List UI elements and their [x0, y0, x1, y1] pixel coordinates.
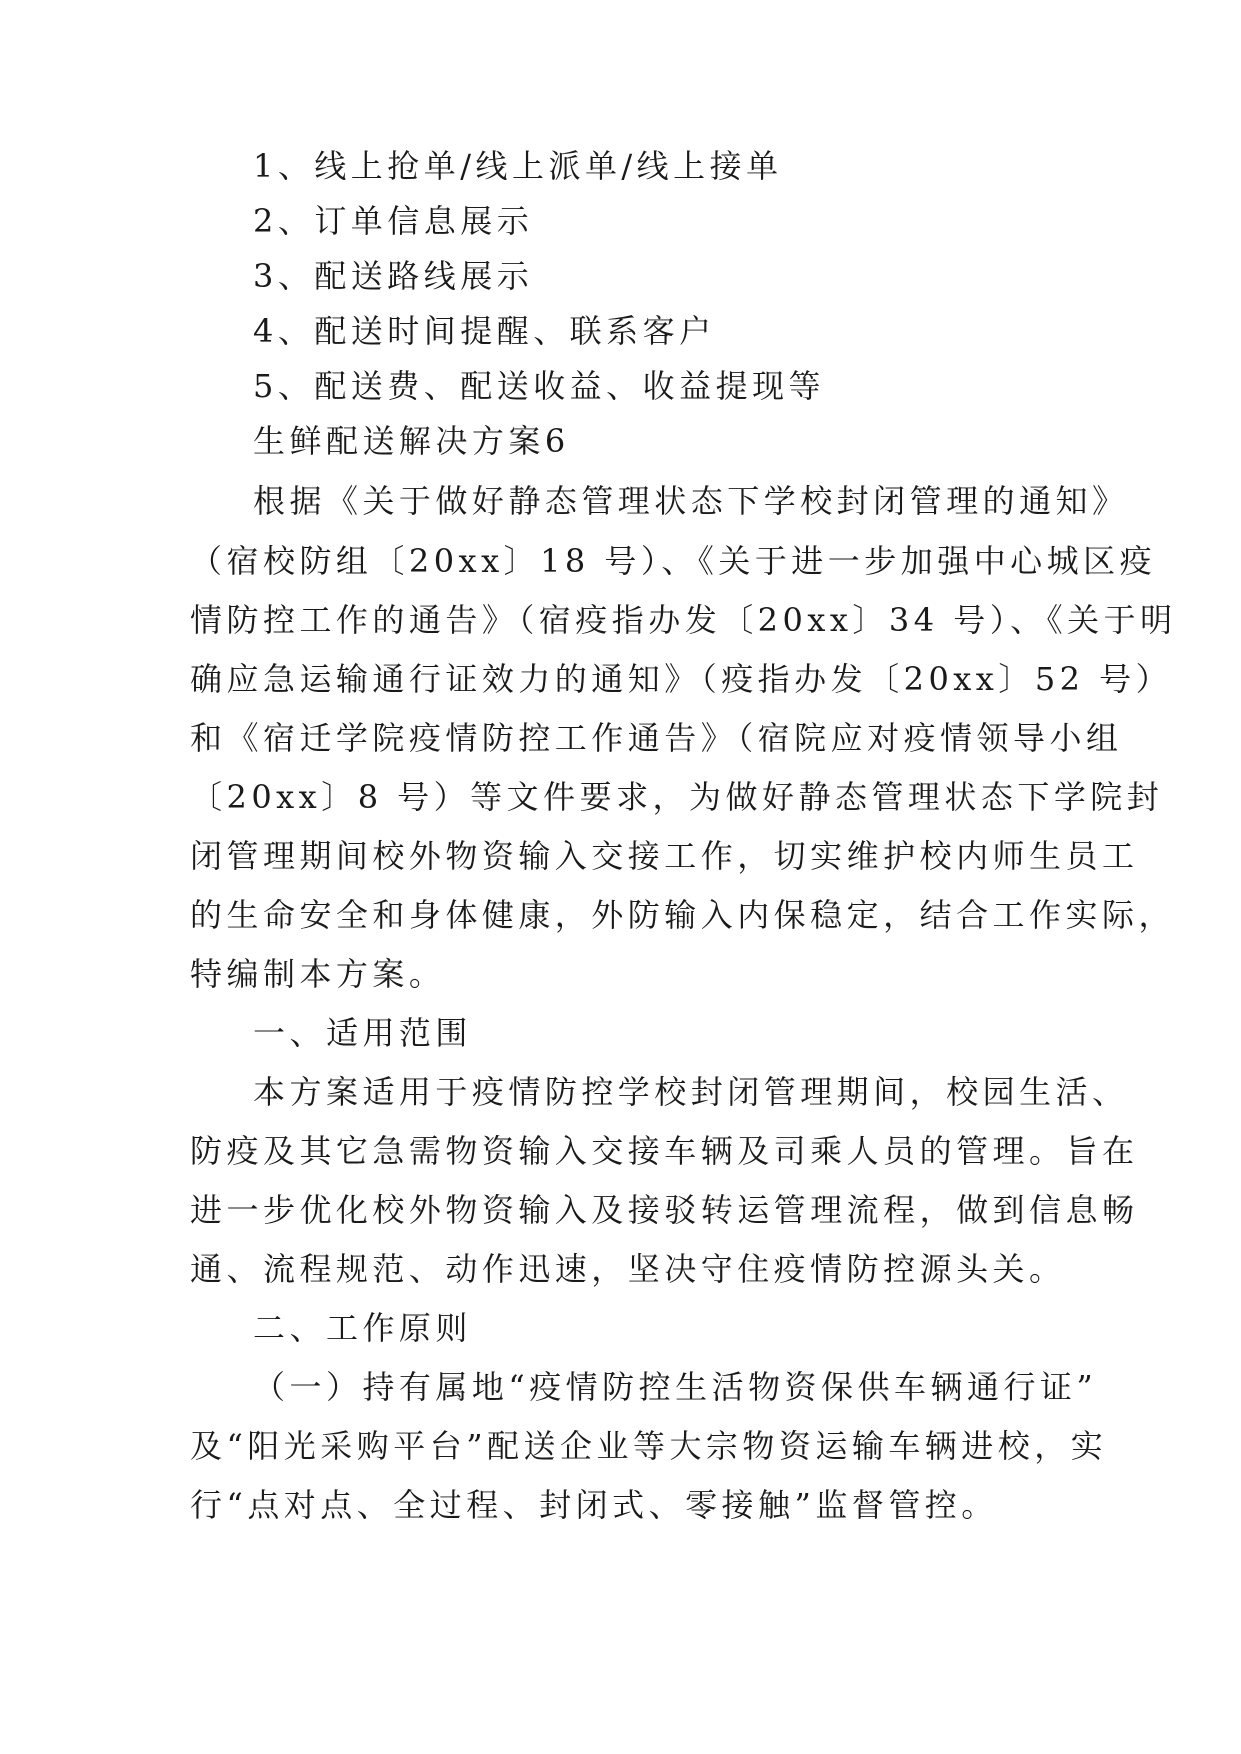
paragraph-line: 行“点对点、全过程、封闭式、零接触”监督管控。 [190, 1486, 998, 1524]
list-item: 4、配送时间提醒、联系客户 [253, 312, 716, 350]
section-heading: 二、工作原则 [253, 1309, 472, 1347]
list-item: 1、线上抢单/线上派单/线上接单 [253, 147, 783, 185]
paragraph-line: 防疫及其它急需物资输入交接车辆及司乘人员的管理。旨在 [190, 1132, 1139, 1170]
paragraph-line: 情防控工作的通告》（宿疫指办发〔20xx〕34 号）、《关于明 [190, 601, 1177, 639]
list-item: 3、配送路线展示 [253, 257, 534, 295]
paragraph-line: 确应急运输通行证效力的通知》（疫指办发〔20xx〕52 号） [190, 660, 1173, 698]
list-item: 2、订单信息展示 [253, 202, 534, 240]
list-item: 5、配送费、配送收益、收益提现等 [253, 367, 826, 405]
section-heading: 一、适用范围 [253, 1014, 472, 1052]
paragraph-line: （宿校防组〔20xx〕18 号）、《关于进一步加强中心城区疫 [190, 542, 1157, 580]
paragraph-line: 闭管理期间校外物资输入交接工作，切实维护校内师生员工 [190, 837, 1139, 875]
paragraph-line: 及“阳光采购平台”配送企业等大宗物资运输车辆进校，实 [190, 1427, 1108, 1465]
paragraph-line: 和《宿迁学院疫情防控工作通告》（宿院应对疫情领导小组 [190, 719, 1123, 757]
paragraph-line: 的生命安全和身体健康，外防输入内保稳定，结合工作实际， [190, 896, 1175, 934]
section-title: 生鲜配送解决方案6 [253, 422, 570, 460]
paragraph-line: 〔20xx〕8 号）等文件要求，为做好静态管理状态下学院封 [190, 778, 1164, 816]
paragraph-line: 通、流程规范、动作迅速，坚决守住疫情防控源头关。 [190, 1250, 1066, 1288]
paragraph-line: （一）持有属地“疫情防控生活物资保供车辆通行证” [253, 1368, 1098, 1406]
paragraph-line: 特编制本方案。 [190, 955, 446, 993]
paragraph-line: 根据《关于做好静态管理状态下学校封闭管理的通知》 [253, 482, 1129, 520]
paragraph-line: 进一步优化校外物资输入及接驳转运管理流程，做到信息畅 [190, 1191, 1139, 1229]
paragraph-line: 本方案适用于疫情防控学校封闭管理期间，校园生活、 [253, 1073, 1129, 1111]
